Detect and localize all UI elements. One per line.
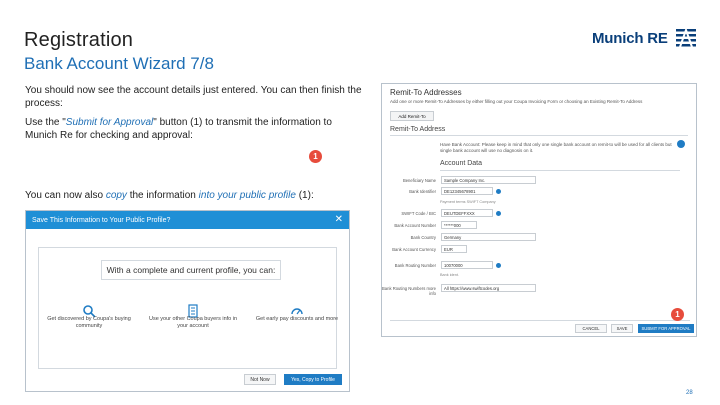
copy-emphasis: copy <box>105 190 127 201</box>
instruction-text-3-post: (1): <box>295 190 314 201</box>
profile-benefits-heading: With a complete and current profile, you can: <box>101 260 281 280</box>
field-hint: Payment terms SWIFT Company <box>440 200 496 204</box>
bank-identifier-field[interactable]: DE12345678901 <box>441 187 493 195</box>
dialog-content <box>38 247 337 369</box>
add-remit-to-button[interactable]: Add Remit-To <box>390 111 434 121</box>
cancel-button[interactable]: CANCEL <box>575 324 607 333</box>
account-data-title: Account Data <box>440 160 483 167</box>
remit-to-form <box>381 83 697 337</box>
instruction-text-3 <box>25 189 365 202</box>
feature-buyers-info: Use your other Coupa buyers info in your account <box>148 316 238 329</box>
page-title: Registration <box>24 29 134 51</box>
page-subtitle: Bank Account Wizard 7/8 <box>24 54 214 73</box>
instruction-text-2-post: " button (1) to transmit the information to Munich Re for checking and approval: <box>25 117 332 141</box>
form-row-swift <box>382 209 697 219</box>
routing-info-field[interactable]: All https://www.swiftcodes.org <box>441 284 536 292</box>
form-row-currency <box>382 245 697 255</box>
info-icon <box>677 140 685 148</box>
dialog-header <box>26 211 349 229</box>
instruction-text-3-mid: the information <box>126 190 199 201</box>
page-number: 28 <box>686 390 693 396</box>
form-description: Add one or more Remit-To Addresses by either filling out your Coupa Invoicing Form or choosing an Existing Remit-To Address <box>390 99 643 104</box>
account-number-field[interactable]: ******000 <box>441 221 477 229</box>
field-label: Bank Routing Number <box>394 263 436 268</box>
field-label: SWIFT Code / BIC <box>401 211 436 216</box>
submit-for-approval-button[interactable]: SUBMIT FOR APPROVAL <box>638 324 694 333</box>
logo-text: Munich RE <box>592 29 668 47</box>
info-icon[interactable] <box>496 189 501 194</box>
save-to-profile-dialog <box>25 210 350 392</box>
form-row-account-number <box>382 221 697 231</box>
field-label: Bank Account Currency <box>392 247 436 252</box>
form-row-beneficiary <box>382 176 697 186</box>
swift-field[interactable]: DEUTDEFFXXX <box>441 209 493 217</box>
account-data-divider <box>440 170 680 171</box>
form-row-bank-identifier <box>382 187 697 197</box>
field-label: Bank Identifier <box>409 189 436 194</box>
footer-divider <box>390 320 690 321</box>
field-label: Beneficiary Name <box>402 178 436 183</box>
bank-country-select[interactable]: Germany <box>441 233 536 241</box>
section-divider <box>390 135 688 136</box>
instruction-text-3-pre: You can now also <box>25 190 106 201</box>
bank-account-note: Have Bank Account: Please keep in mind that only one single bank account on remit-to will be used for all clients but single bank account will use no diagnosis on it. <box>440 142 672 153</box>
remit-to-section-title: Remit-To Address <box>390 126 446 133</box>
step-badge-1: 1 <box>671 308 684 321</box>
form-row-routing-info <box>382 284 697 294</box>
feature-early-pay: Get early pay discounts and more <box>255 316 339 322</box>
munich-re-logo-icon <box>674 26 698 50</box>
form-heading: Remit-To Addresses <box>390 88 462 97</box>
form-row-routing <box>382 261 697 271</box>
dialog-title: Save This Information to Your Public Profile? <box>32 216 171 224</box>
munich-re-logo <box>592 26 698 50</box>
info-icon[interactable] <box>496 263 501 268</box>
info-icon[interactable] <box>496 211 501 216</box>
step-badge-1: 1 <box>309 150 322 163</box>
currency-select[interactable]: EUR <box>441 245 467 253</box>
feature-discovered: Get discovered by Coupa's buying community <box>47 316 131 329</box>
routing-number-field[interactable]: 10070000 <box>441 261 493 269</box>
beneficiary-field[interactable]: Sample Company Inc. <box>441 176 536 184</box>
field-label: Bank Account Number <box>394 223 436 228</box>
field-label: Bank Country <box>410 235 436 240</box>
field-label: Bank Routing Numbers more info <box>382 286 436 296</box>
instruction-text-2 <box>25 116 365 142</box>
public-profile-emphasis: into your public profile <box>198 190 296 201</box>
instruction-text-1: You should now see the account details just entered. You can then finish the process: <box>25 85 362 109</box>
not-now-button[interactable]: Not Now <box>244 374 276 385</box>
form-row-bank-country <box>382 233 697 243</box>
instruction-text-2-pre: Use the " <box>25 117 66 128</box>
submit-for-approval-emphasis: Submit for Approval <box>65 117 154 128</box>
save-button[interactable]: SAVE <box>611 324 633 333</box>
close-icon[interactable]: ✕ <box>334 214 343 225</box>
field-hint: Bank ident. <box>440 273 459 277</box>
copy-to-profile-button[interactable]: Yes, Copy to Profile <box>284 374 342 385</box>
